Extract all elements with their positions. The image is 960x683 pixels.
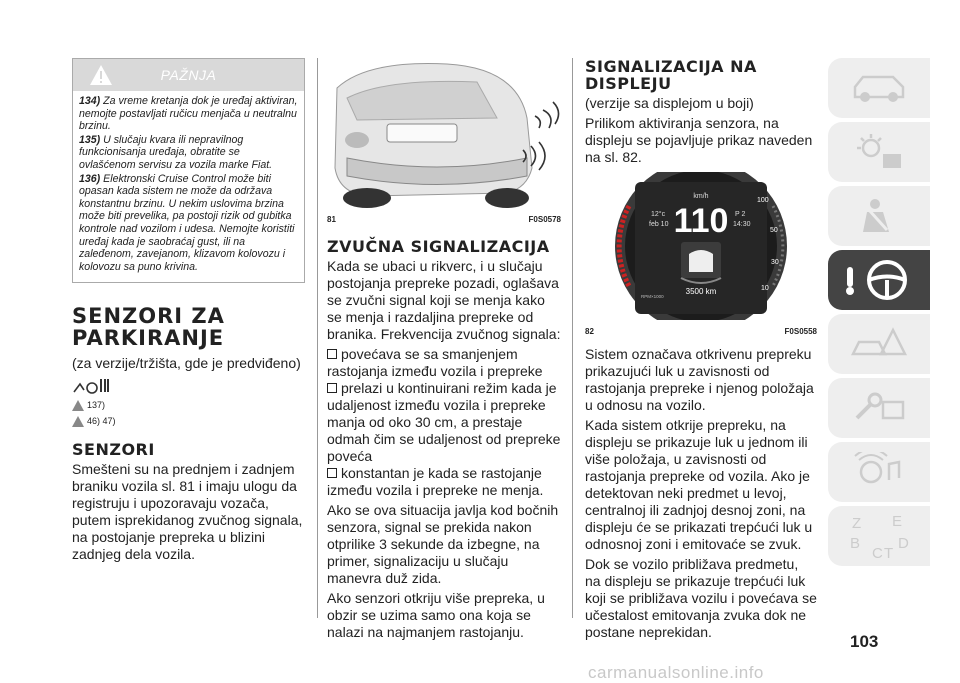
bullet-item: povećava se sa smanjenjem rastojanja između vozila i prepreke xyxy=(327,346,543,379)
section-title-senzori: SENZORI xyxy=(72,440,155,460)
clock: 14:30 xyxy=(733,221,751,228)
tab-multimedia[interactable] xyxy=(828,442,930,502)
steering-wheel-icon xyxy=(839,257,919,303)
ref-numbers: 137) xyxy=(87,400,106,411)
crash-icon xyxy=(849,324,909,364)
paragraph: Smešteni su na prednjem i zadnjem braniku vozila sl. 81 i imaju ulogu da registruju i upozoravaju vozača, putem isprekidanog zvučnog signala, na postojanje prepreka u blizini zadnjeg dela vozila. xyxy=(72,461,303,563)
bullet-item: prelazi u kontinuirani režim kada je udaljenost između vozila i prepreke manja od oko 30 cm, a prestaje odmah čim se udaljenost od prepreke poveća xyxy=(327,380,561,464)
warning-item: 135) U slučaju kvara ili nepravilnog funkcionisanja uređaja, obratite se ovlašćenom servisu za vozila marke Fiat. xyxy=(79,133,273,171)
tab-index[interactable] xyxy=(828,506,930,566)
figure-caption xyxy=(585,327,817,336)
warning-small-icon xyxy=(72,400,84,411)
paragraph: Dok se vozilo približava predmetu, na displeju se prikazuje trepćući luk koji se približava vozilu i povećava se učestalost emitovanja zvuka dok ne postane neprekidan. xyxy=(585,556,817,640)
column-middle xyxy=(327,58,561,644)
warning-item: 136) Elektronski Cruise Control može biti opasan kada sistem ne može da održava konstantnu brzinu. U nekim uslovima brzina može biti prevelika, pa postoji rizik od gubitka kontrole nad vozilom i udesa. Nemojte koristiti uređaj kada je saobraćaj gust, ili na zaleđenom, zavejanom, klizavom kolovozu i kolovozu sa puno krivina. xyxy=(79,172,295,273)
gauge-tick: 100 xyxy=(757,197,769,204)
section-title-senzori-za-parkiranje: SENZORI ZA PARKIRANJE xyxy=(72,304,225,351)
figure-number: 81 xyxy=(327,215,336,224)
cruise-symbol-icon xyxy=(72,376,110,396)
column-divider xyxy=(317,58,318,618)
gauge-tick: 30 xyxy=(771,259,779,266)
tab-maintenance[interactable] xyxy=(828,378,930,438)
section-subtitle: (za verzije/tržišta, gde je predviđeno) xyxy=(72,355,301,372)
chapter-tabs xyxy=(828,58,930,570)
column-right xyxy=(585,58,817,644)
svg-text:B: B xyxy=(850,535,861,552)
wrench-icon xyxy=(849,388,909,428)
svg-text:C: C xyxy=(872,545,883,562)
tab-driving[interactable] xyxy=(828,250,930,310)
figure-81 xyxy=(327,58,561,224)
svg-text:T: T xyxy=(884,545,894,562)
watermark: carmanualsonline.info xyxy=(588,663,764,682)
symbol-row xyxy=(72,375,305,397)
warning-body xyxy=(73,91,304,282)
figure-code: F0S0578 xyxy=(528,215,561,224)
column-left xyxy=(72,58,305,566)
svg-text:Z: Z xyxy=(852,515,862,532)
warning-box xyxy=(72,58,305,283)
page-number: 103 xyxy=(850,632,879,651)
ref-numbers: 46) 47) xyxy=(87,416,116,427)
tab-emergency[interactable] xyxy=(828,314,930,374)
warning-title: PAŽNJA xyxy=(160,67,217,83)
section-title-zvucna: ZVUČNA SIGNALIZACIJA xyxy=(327,237,550,256)
paragraph: Prilikom aktiviranja senzora, na displeju se pojavljuje prikaz naveden na sl. 82. xyxy=(585,115,813,165)
tab-warning-lights[interactable] xyxy=(828,122,930,182)
warning-header xyxy=(73,59,304,91)
index-icon xyxy=(844,510,914,562)
rpm-label: RPM×1000 xyxy=(641,294,664,299)
gear-label: P 2 xyxy=(735,211,746,218)
bullet-square-icon xyxy=(327,349,337,359)
paragraph: Kada sistem otkrije prepreku, na displeju se prikazuje luk u jednom ili više položaja, u zavisnosti od rastojanja prepreke od vozila. Ako je detektovan neki predmet u levoj, centralnoj ili zadnjoj desnoj zoni, na displeju će se prikazati trepćući luk u odnosnoj zoni i emitovaće se zvuk. xyxy=(585,417,813,552)
odometer: 3500 km xyxy=(685,287,717,296)
section-title-displej: SIGNALIZACIJA NA DISPLEJU xyxy=(585,57,757,93)
car-rear-illustration xyxy=(327,58,561,208)
ref-row xyxy=(72,397,305,413)
ref-row xyxy=(72,413,305,429)
section-subtitle: (verzije sa displejom u boji) xyxy=(585,95,754,111)
tab-car[interactable] xyxy=(828,58,930,118)
date: feb 10 xyxy=(649,221,669,228)
speed-readout: 110 xyxy=(673,202,729,240)
figure-number: 82 xyxy=(585,327,594,336)
warning-small-icon xyxy=(72,416,84,427)
svg-text:E: E xyxy=(892,513,903,530)
paragraph: Kada se ubaci u rikverc, i u slučaju postojanja prepreke pozadi, oglašava se zvučni signal koji se menja kako se menja i razdaljina prepreke od branika. Frekvencija zvučnog signala: xyxy=(327,258,561,342)
car-icon xyxy=(849,71,909,105)
kmh-label: km/h xyxy=(693,193,709,200)
bullet-item: konstantan je kada se rastojanje između vozila i prepreke ne menja. xyxy=(327,465,544,498)
paragraph: Ako senzori otkriju više prepreka, u obzir se uzima samo ona koja se nalazi na najmanjem rastojanju. xyxy=(327,590,545,640)
temperature: 12°c xyxy=(651,211,666,218)
figure-code: F0S0558 xyxy=(784,327,817,336)
paragraph: Sistem označava otkrivenu prepreku prikazujući luk u zavisnosti od rastojanja prepreke i njenog položaja u odnosu na vozilo. xyxy=(585,346,814,413)
seat-belt-icon xyxy=(849,196,909,236)
multimedia-icon xyxy=(849,452,909,492)
gauge-tick: 50 xyxy=(770,227,778,234)
instrument-cluster-display xyxy=(585,172,817,320)
tab-safety[interactable] xyxy=(828,186,930,246)
warning-lights-icon xyxy=(849,132,909,172)
figure-82 xyxy=(585,172,817,336)
column-divider xyxy=(572,58,573,618)
bullet-square-icon xyxy=(327,468,337,478)
paragraph: Ako se ova situacija javlja kod bočnih senzora, signal se prekida nakon otprilike 3 sekunde da izbegne, na primer, signalizaciju u slučaju manevra duž zida. xyxy=(327,502,559,586)
warning-item: 134) Za vreme kretanja dok je uređaj aktiviran, nemojte postavljati ručicu menjača u neutralnu brzinu. xyxy=(79,95,298,133)
bullet-square-icon xyxy=(327,383,337,393)
svg-text:D: D xyxy=(898,535,909,552)
figure-caption xyxy=(327,215,561,224)
gauge-tick: 10 xyxy=(761,285,769,292)
